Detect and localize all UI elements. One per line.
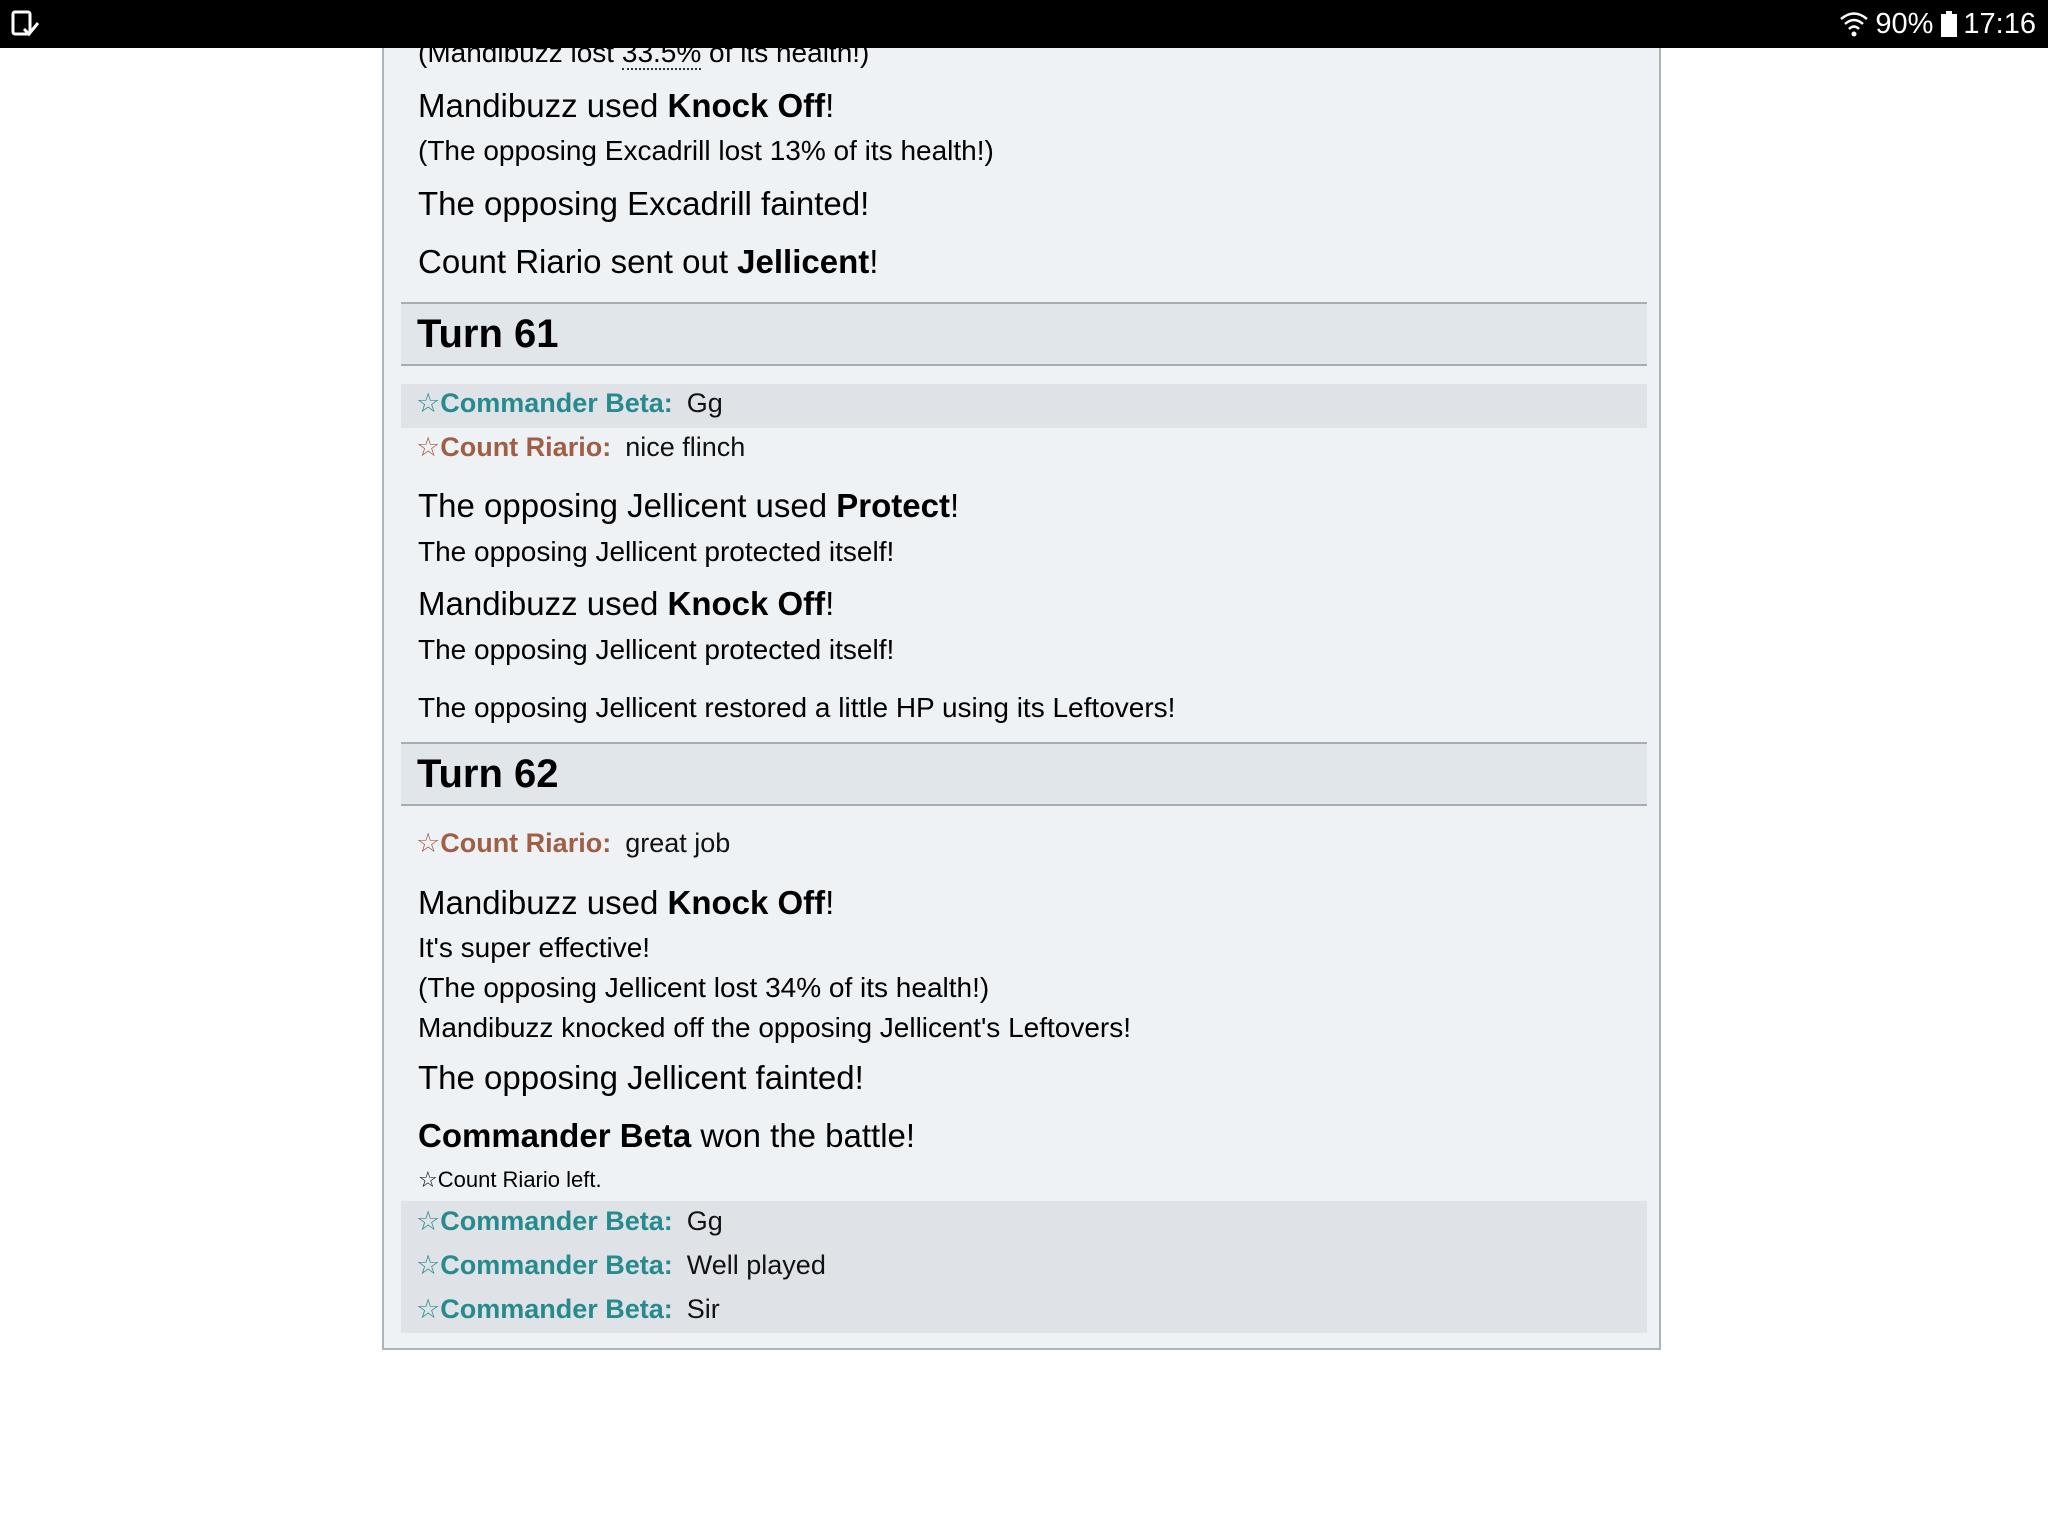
status-icons (1839, 0, 2036, 48)
log-line-move (418, 884, 834, 922)
username-link[interactable]: ☆Commander Beta: (416, 388, 673, 418)
log-line-faint: The opposing Jellicent fainted! (418, 1059, 864, 1096)
text: Count Riario sent out (418, 243, 738, 280)
log-line-effect: It's super effective! (418, 932, 651, 963)
username-link[interactable]: ☆Count Riario: (416, 432, 612, 462)
move-name: Knock Off (667, 87, 826, 124)
move-name: Protect (836, 487, 950, 524)
status-bar (0, 0, 2048, 48)
username-link[interactable]: ☆Count Riario: (416, 828, 612, 858)
screenshot-notification-icon (10, 9, 40, 39)
text: ! (825, 87, 835, 124)
log-line-move (418, 487, 959, 525)
log-line-move (418, 585, 834, 623)
battle-result (418, 1117, 915, 1155)
text: ! (869, 243, 879, 280)
chat-text: Sir (686, 1294, 720, 1324)
battery-icon (1941, 11, 1957, 37)
text: ! (949, 487, 960, 524)
text: Mandibuzz used (418, 87, 668, 124)
turn-title: Turn 61 (417, 312, 559, 356)
username-link[interactable]: ☆Commander Beta: (416, 1294, 673, 1324)
wifi-icon (1839, 10, 1869, 38)
chat-text: great job (625, 828, 731, 858)
log-line-effect: The opposing Jellicent protected itself! (418, 634, 895, 665)
text: Mandibuzz used (418, 585, 668, 622)
username-link[interactable]: ☆Commander Beta: (416, 1206, 673, 1236)
damage-percent-tooltip[interactable]: 33.5% (621, 37, 702, 68)
text: (Mandibuzz lost (418, 37, 622, 68)
log-line-move (418, 87, 834, 125)
text: won the battle! (691, 1117, 916, 1154)
text: ! (825, 884, 835, 921)
chat-message (416, 1294, 720, 1325)
chat-message (416, 388, 723, 419)
move-name: Knock Off (667, 884, 826, 921)
turn-title: Turn 62 (417, 752, 559, 796)
text: of its health!) (701, 37, 870, 68)
turn-header (401, 742, 1647, 806)
chat-text: Gg (686, 388, 723, 418)
log-line-damage: (The opposing Excadrill lost 13% of its health!) (418, 135, 994, 166)
text: Mandibuzz used (418, 884, 668, 921)
leave-notice: ☆Count Riario left. (418, 1167, 602, 1192)
text: ! (825, 585, 835, 622)
log-line-switch (418, 243, 878, 281)
pokemon-name: Jellicent (737, 243, 870, 280)
winner-name: Commander Beta (418, 1117, 692, 1154)
chat-message (416, 432, 745, 463)
battery-percent: 90% (1875, 7, 1934, 40)
turn-header (401, 302, 1647, 366)
chat-message (416, 828, 730, 859)
chat-message (416, 1206, 723, 1237)
log-line-item: Mandibuzz knocked off the opposing Jellicent's Leftovers! (418, 1012, 1132, 1043)
username-link[interactable]: ☆Commander Beta: (416, 1250, 673, 1280)
move-name: Knock Off (667, 585, 826, 622)
chat-text: Well played (686, 1250, 826, 1280)
log-line-faint: The opposing Excadrill fainted! (418, 185, 870, 222)
log-line-partial (418, 37, 869, 69)
chat-message (416, 1250, 826, 1281)
log-line-item: The opposing Jellicent restored a little HP using its Leftovers! (418, 692, 1176, 723)
chat-text: nice flinch (625, 432, 746, 462)
text: The opposing Jellicent used (418, 487, 837, 524)
chat-text: Gg (686, 1206, 723, 1236)
log-line-effect: The opposing Jellicent protected itself! (418, 536, 895, 567)
clock: 17:16 (1963, 7, 2036, 40)
battle-log[interactable] (382, 37, 1661, 1350)
log-line-damage: (The opposing Jellicent lost 34% of its health!) (418, 972, 990, 1003)
